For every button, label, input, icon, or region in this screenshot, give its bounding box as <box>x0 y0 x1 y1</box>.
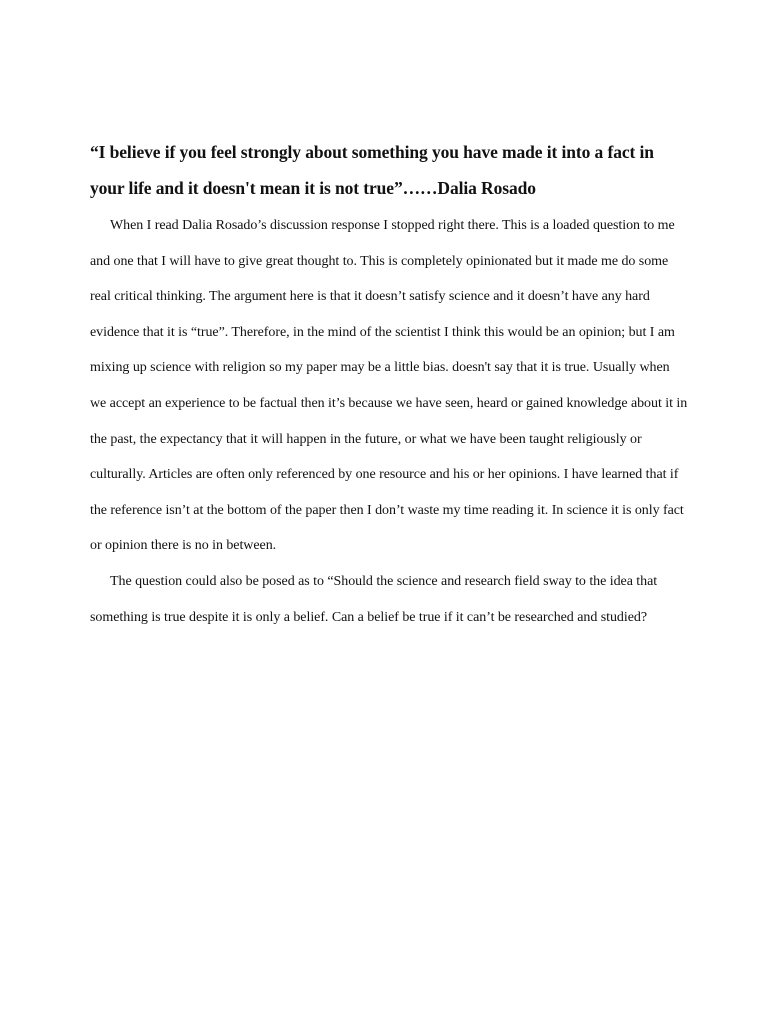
paragraph-1: When I read Dalia Rosado’s discussion response I stopped right there. This is a loaded question to me and one that I will have to give great thought to. This is completely opinionated but it made me do some real critical thinking. The argument here is that it doesn’t satisfy science and it doesn’t have any hard evidence that it is “true”. Therefore, in the mind of the scientist I think this would be an opinion; but I am mixing up science with religion so my paper may be a little bias. doesn't say that it is true. Usually when we accept an experience to be factual then it’s because we have seen, heard or gained knowledge about it in the past, the expectancy that it will happen in the future, or what we have been taught religiously or culturally. Articles are often only referenced by one resource and his or her opinions. I have learned that if the reference isn’t at the bottom of the paper then I don’t waste my time reading it. In science it is only fact or opinion there is no in between. <box>90 218 688 554</box>
opening-quote: “I believe if you feel strongly about something you have made it into a fact in your life and it doesn't mean it is not true”……Dalia Rosado <box>90 142 654 198</box>
document-body <box>90 134 688 635</box>
paragraph-2: The question could also be posed as to “Should the science and research field sway to the idea that something is true despite it is only a belief. Can a belief be true if it can’t be researched and studied? <box>90 573 658 625</box>
